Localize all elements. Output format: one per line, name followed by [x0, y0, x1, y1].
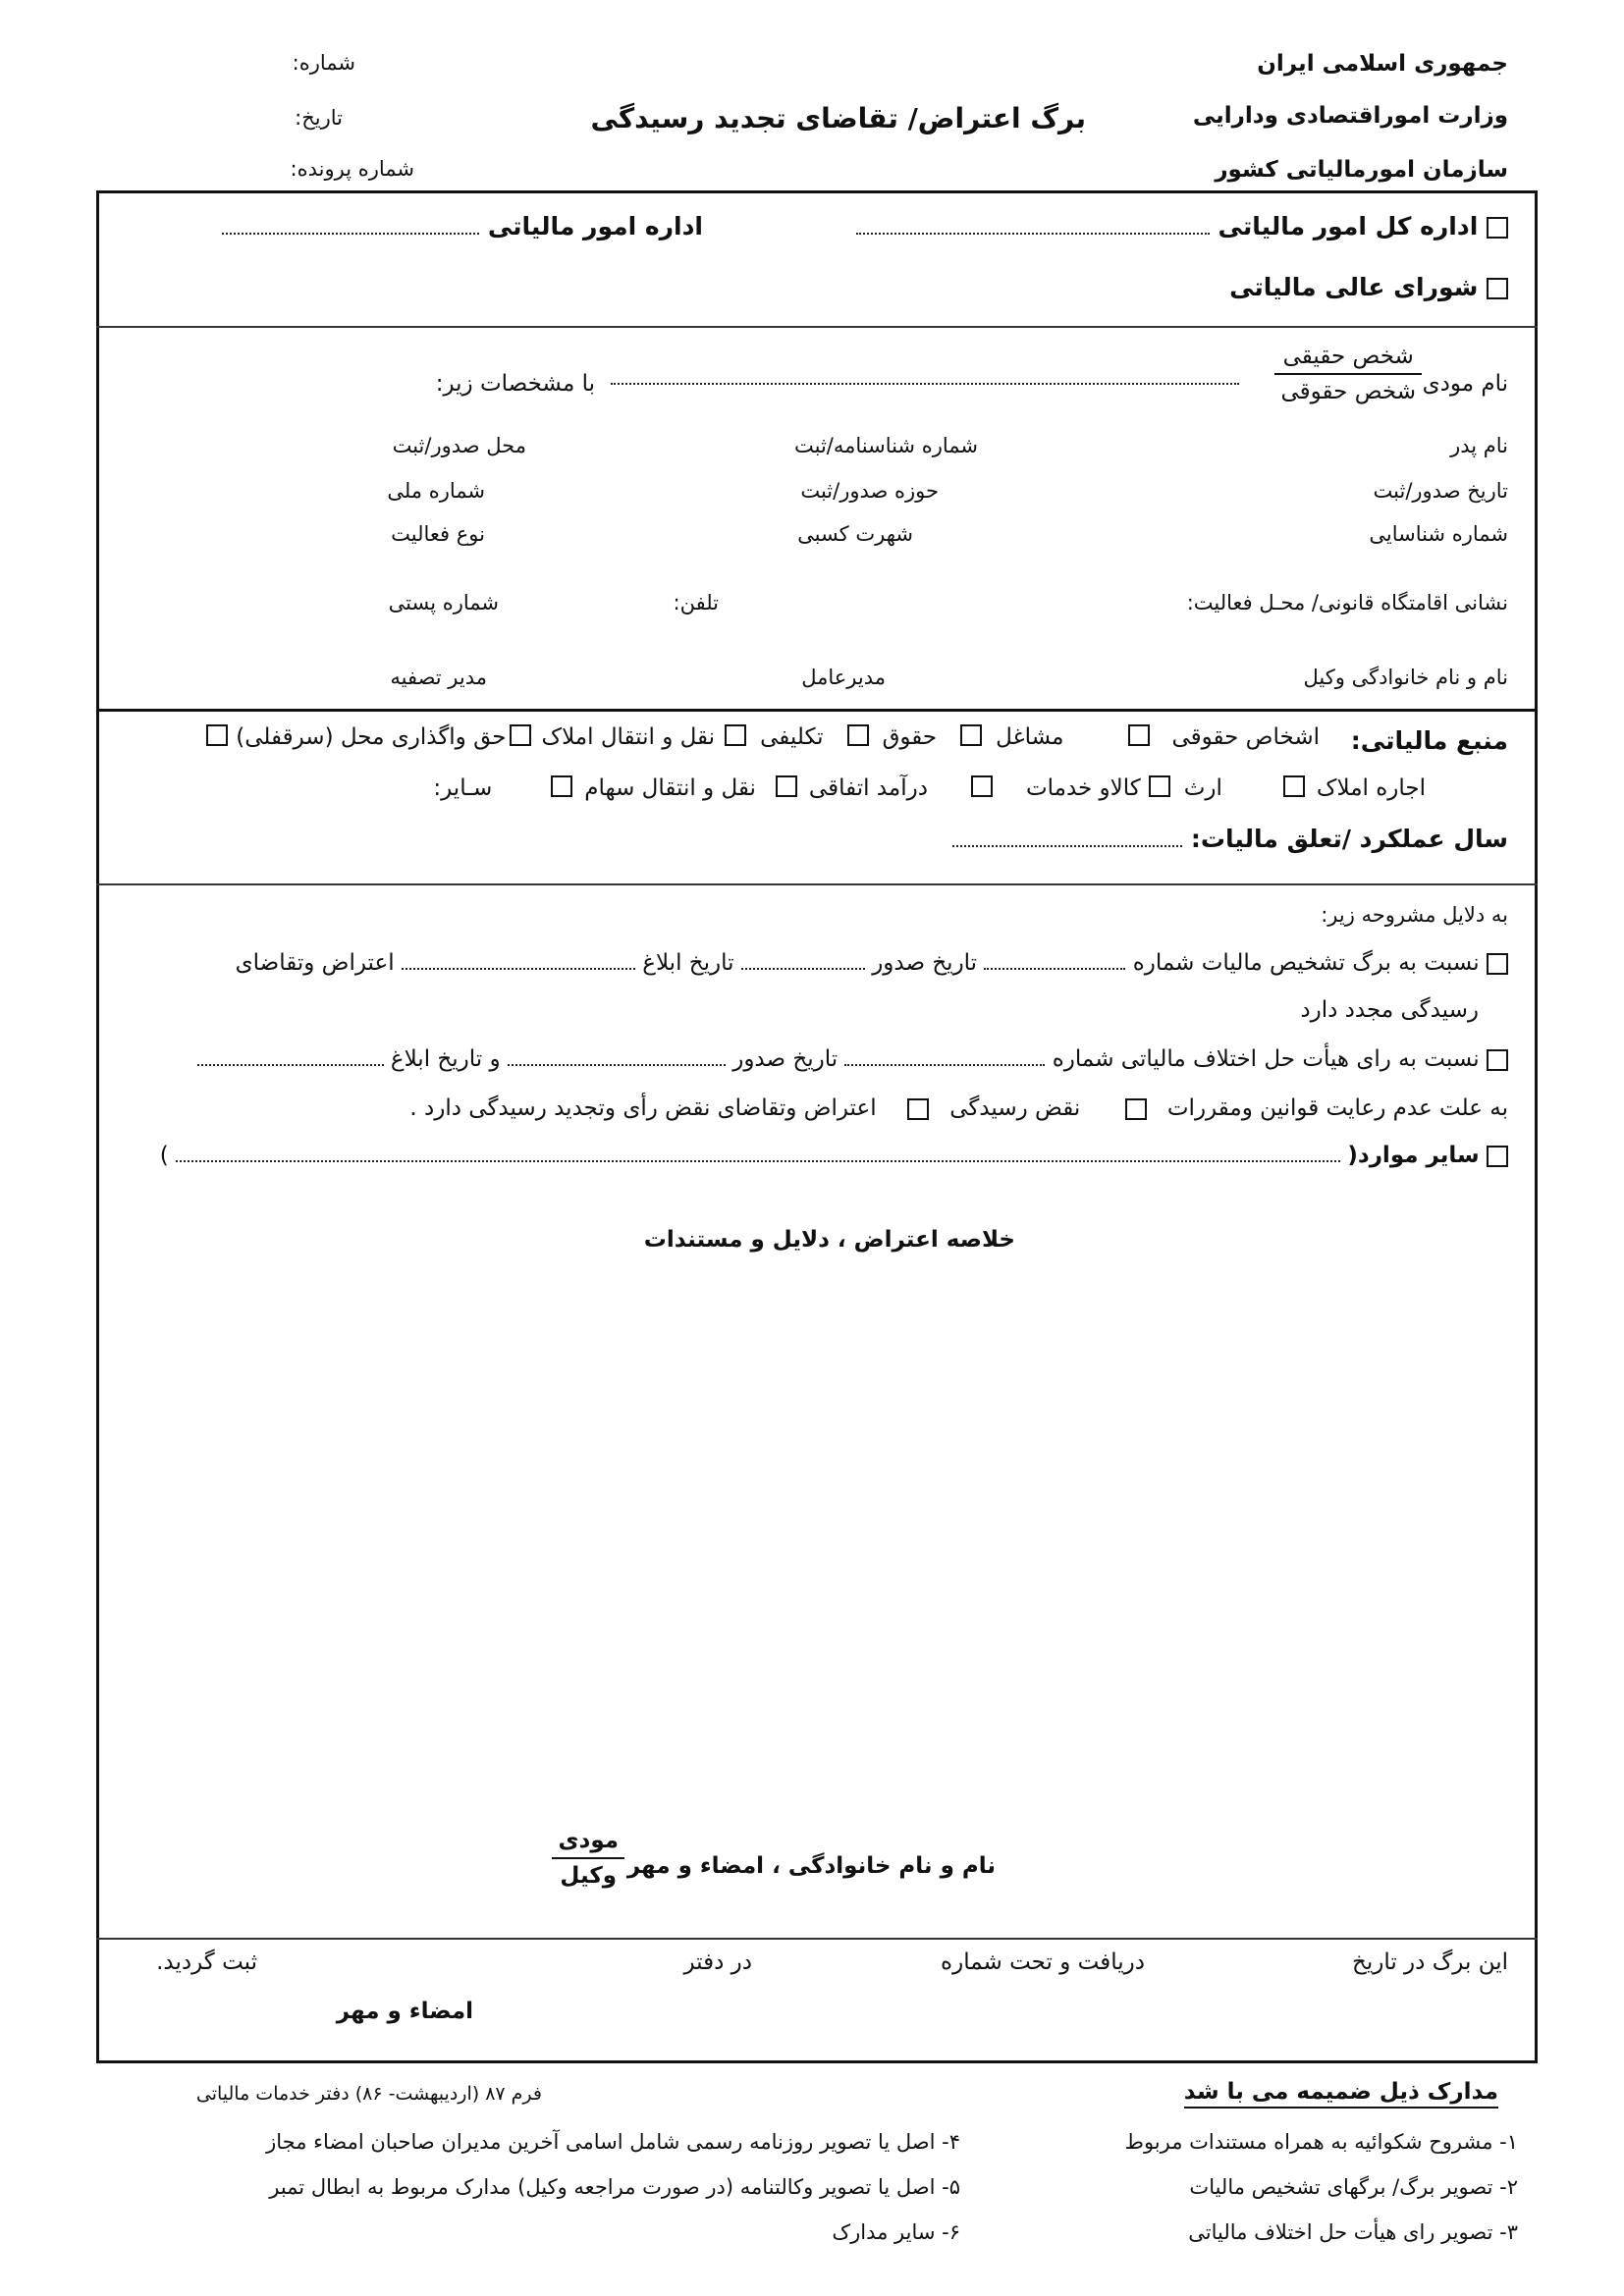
father-name-label: نام پدر: [1450, 434, 1508, 457]
divider: [96, 326, 1538, 328]
phone-label: تلفن:: [673, 591, 719, 614]
tax-source-item: حق واگذاری محل (سرقفلی): [236, 724, 507, 750]
form-title: برگ اعتراض/ تقاضای تجدید رسیدگی: [590, 102, 1086, 134]
reason-text: نقض رسیدگی: [949, 1095, 1081, 1121]
tax-source-item: مشاغل: [996, 724, 1064, 750]
general-office-label: اداره کل امور مالیاتی: [1218, 212, 1479, 240]
taxpayer-name-field[interactable]: [611, 369, 1239, 385]
reason-text: به علت عدم رعایت قوانین ومقررات: [1166, 1095, 1508, 1121]
reason-text: اعتراض وتقاضای نقض رأی وتجدید رسیدگی دارد .: [409, 1095, 877, 1121]
other-reason-close: ): [159, 1143, 169, 1168]
ruling-notify-date-field[interactable]: [197, 1050, 384, 1066]
date-label: تاریخ:: [295, 106, 343, 130]
fiscal-year-label: سال عملکرد /تعلق مالیات:: [1190, 825, 1508, 853]
divider: [96, 883, 1538, 885]
reason-line-2: [197, 1046, 1508, 1072]
form-code: فرم ۸۷ (اردیبهشت- ۸۶) دفتر خدمات مالیاتی: [195, 2083, 542, 2105]
tax-source-label: منبع مالیاتی:: [1350, 726, 1508, 755]
high-council-checkbox[interactable]: [1487, 278, 1508, 299]
tax-source-checkbox[interactable]: [206, 724, 228, 746]
attachment-item-4: ۴- اصل یا تصویر روزنامه رسمی شامل اسامی آخرین مدیران صاحبان امضاء مجاز: [266, 2130, 960, 2154]
general-office-checkbox[interactable]: [1487, 217, 1508, 239]
file-number-label: شماره پرونده:: [290, 157, 414, 181]
ceo-label: مدیرعامل: [801, 666, 886, 689]
reason-assessment-checkbox[interactable]: [1487, 953, 1508, 975]
reason-text: و تاریخ ابلاغ: [390, 1046, 501, 1072]
tax-source-checkbox[interactable]: [847, 724, 869, 746]
other-reason-field[interactable]: [176, 1147, 1340, 1162]
attachment-item-1: ۱- مشروح شکوائیه به همراه مستندات مربوط: [1124, 2130, 1518, 2154]
summary-title: خلاصه اعتراض ، دلایل و مستندات: [643, 1227, 1015, 1253]
reason-text: نسبت به برگ تشخیص مالیات شماره: [1132, 950, 1480, 976]
notify-date-field[interactable]: [402, 954, 635, 970]
reason-text: تاریخ ابلاغ: [642, 950, 734, 976]
divider: [96, 1938, 1538, 1940]
reason-text: نسبت به رای هیأت حل اختلاف مالیاتی شماره: [1052, 1046, 1480, 1072]
tax-source-checkbox[interactable]: [960, 724, 982, 746]
issue-place-label: محل صدور/ثبت: [392, 434, 526, 457]
receipt-part-2: دریافت و تحت شماره: [941, 1949, 1145, 1975]
fiscal-year-field[interactable]: [952, 831, 1182, 847]
tax-office-label: اداره امور مالیاتی: [487, 212, 703, 240]
other-reason-checkbox[interactable]: [1487, 1146, 1508, 1167]
specs-suffix: با مشخصات زیر:: [435, 371, 595, 397]
tax-source-item: اجاره املاک: [1316, 775, 1426, 801]
national-number-label: شماره ملی: [387, 479, 485, 503]
reason-text: اعتراض وتقاضای: [235, 950, 395, 976]
tax-source-checkbox[interactable]: [1149, 775, 1170, 797]
tax-source-item: کالاو خدمات: [1025, 775, 1141, 801]
tax-source-item: نقل و انتقال املاک: [541, 724, 716, 750]
ruling-issue-date-field[interactable]: [508, 1050, 726, 1066]
high-council-row: [1229, 273, 1508, 301]
high-council-label: شورای عالی مالیاتی: [1229, 273, 1479, 301]
signature-label: نام و نام خانوادگی ، امضاء و مهر: [626, 1853, 996, 1879]
tax-office-field[interactable]: [222, 219, 479, 235]
other-reason-label: سایر موارد(: [1347, 1143, 1480, 1168]
person-type-fraction: [1274, 344, 1422, 404]
signer-lawyer: وکیل: [560, 1863, 618, 1889]
summary-area[interactable]: [147, 1276, 1483, 1806]
attachment-item-5: ۵- اصل یا تصویر وکالتنامه (در صورت مراجعه وکیل) مدارک مربوط به ابطال تمبر: [269, 2175, 960, 2199]
tax-source-item: اشخاص حقوقی: [1171, 724, 1320, 750]
attachment-item-3: ۳- تصویر رای هیأت حل اختلاف مالیاتی: [1188, 2220, 1518, 2244]
attachment-item-2: ۲- تصویر برگ/ برگهای تشخیص مالیات: [1189, 2175, 1518, 2199]
reason-text: تاریخ صدور: [872, 950, 978, 976]
identification-number-label: شماره شناسایی: [1369, 522, 1508, 546]
tax-source-checkbox[interactable]: [725, 724, 746, 746]
signer-fraction: [552, 1828, 624, 1889]
natural-person-label: شخص حقیقی: [1274, 344, 1422, 375]
tax-source-checkbox[interactable]: [776, 775, 797, 797]
assessment-number-field[interactable]: [984, 954, 1125, 970]
country-name: جمهوری اسلامی ایران: [1257, 51, 1508, 77]
tax-source-checkbox[interactable]: [510, 724, 531, 746]
tax-office-row: [222, 212, 703, 240]
issue-date-label: تاریخ صدور/ثبت: [1373, 479, 1508, 503]
number-label: شماره:: [292, 51, 355, 75]
address-label: نشانی اقامتگاه قانونی/ محـل فعالیت:: [1186, 591, 1508, 614]
tax-source-item: ارث: [1183, 775, 1222, 801]
taxpayer-name-field-wrap: [611, 369, 1239, 389]
id-number-label: شماره شناسنامه/ثبت: [793, 434, 978, 457]
activity-type-label: نوع فعالیت: [391, 522, 485, 546]
fiscal-year-row: [952, 825, 1508, 853]
tax-source-row-2: [433, 775, 1426, 801]
attachments-title: مدارک ذیل ضمیمه می با شد: [1184, 2079, 1498, 2109]
receipt-part-4: ثبت گردید.: [156, 1949, 257, 1975]
reason-line-3: [409, 1095, 1508, 1121]
tax-source-row-1: [206, 724, 1320, 750]
ministry-name: وزارت اموراقتصادی ودارایی: [1192, 103, 1508, 129]
receipt-part-1: این برگ در تاریخ: [1351, 1949, 1508, 1975]
divider: [96, 709, 1538, 712]
legal-person-label: شخص حقوقی: [1280, 379, 1416, 404]
lawyer-name-label: نام و نام خانوادگی وکیل: [1303, 666, 1508, 689]
reason-council-checkbox[interactable]: [1487, 1049, 1508, 1071]
taxpayer-name-label: نام مودی: [1422, 371, 1508, 397]
general-office-row: [856, 212, 1508, 240]
postal-code-label: شماره پستی: [388, 591, 499, 614]
review-violation-checkbox[interactable]: [907, 1098, 929, 1120]
reason-line-1: [236, 950, 1508, 976]
reason-text: تاریخ صدور: [732, 1046, 839, 1072]
reason-line-1b: رسیدگی مجدد دارد: [1300, 997, 1479, 1023]
tax-source-item: درآمد اتفاقی: [808, 775, 928, 801]
general-office-field[interactable]: [856, 219, 1210, 235]
reasons-intro: به دلایل مشروحه زیر:: [1321, 903, 1508, 927]
attachment-item-6: ۶- سایر مدارک: [832, 2220, 960, 2244]
council-ruling-number-field[interactable]: [844, 1050, 1045, 1066]
tax-source-checkbox[interactable]: [971, 775, 993, 797]
receipt-sign: امضاء و مهر: [336, 1999, 473, 2024]
receipt-part-3: در دفتر: [683, 1949, 752, 1975]
tax-source-item: حقوق: [882, 724, 938, 750]
organization-name: سازمان امورمالیاتی کشور: [1215, 157, 1508, 183]
business-name-label: شهرت کسبی: [797, 522, 913, 546]
issue-zone-label: حوزه صدور/ثبت: [800, 479, 939, 503]
reason-other-row: [160, 1143, 1508, 1168]
signer-taxpayer: مودی: [552, 1828, 624, 1859]
tax-source-checkbox[interactable]: [551, 775, 572, 797]
tax-source-item: تکلیفی: [760, 724, 824, 750]
issue-date-field[interactable]: [741, 954, 865, 970]
tax-source-item: نقل و انتقال سهام: [584, 775, 756, 801]
tax-source-checkbox[interactable]: [1283, 775, 1305, 797]
liquidation-manager-label: مدیر تصفیه: [390, 666, 487, 689]
tax-source-other: سـایر:: [433, 775, 493, 801]
law-violation-checkbox[interactable]: [1125, 1098, 1147, 1120]
tax-source-checkbox[interactable]: [1128, 724, 1150, 746]
